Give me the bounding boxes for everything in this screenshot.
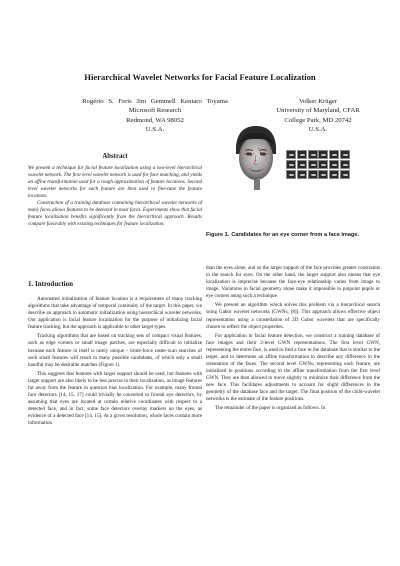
figure-caption-text: Candidates for an eye corner from a face image.: [231, 232, 360, 238]
candidate-patch: [318, 160, 328, 169]
candidate-patch: [329, 150, 339, 159]
author-address: Redmond, WA 98052: [126, 116, 184, 124]
author-address: College Park, MD 20742: [284, 116, 352, 124]
body-paragraph: than the eyes alone, and so the larger support of the face provides greater constraints in the search for eyes. On the other hand, the larger support also means that eye localization is imprecise because the face-eye relationship varies from image to image. Variations in facial geometry alone make it impossible to pinpoint pupils or eye corners using such a technique.: [206, 265, 380, 300]
author-country: U.S.A.: [145, 126, 165, 134]
body-paragraph: This suggests that features with larger support should be used, but features with larger support are also likely to be less precise in their localization, as image features far away from the feature in question bias localization. For example, many frontal face detectors [14, 15, 17] could trivially be converted to frontal eye detectors, by assuming that eyes are located at certain relative coordinates with respect to a detected face, and in fact, some face detectors overlay markers on the eyes, as evidence of a detected face [14, 15]. At a given resolution, whole faces contain more information: [28, 370, 202, 427]
body-paragraph: The remainder of the paper is organized as follows. In: [215, 405, 326, 412]
candidate-patches-grid: [286, 150, 350, 180]
author-country: U.S.A.: [308, 126, 328, 134]
face-photo-icon: [230, 124, 282, 190]
candidate-patch: [340, 170, 350, 179]
figure-label: Figure 1.: [206, 232, 230, 238]
candidate-patch: [286, 170, 296, 179]
paper-title: Hierarchical Wavelet Networks for Facial Feature Localization: [84, 72, 316, 82]
candidate-patch: [286, 150, 296, 159]
figure-caption: [206, 232, 380, 239]
right-column-body: [206, 265, 380, 415]
body-paragraph: We present an algorithm which solves this problem via a hierarchical search using Gabor wavelet networks (GWNs, [8]). This approach allows effective object representation using a constellation of 2D Gabor wavelets that are specifically chosen to reflect the object properties.: [206, 302, 380, 330]
candidate-patch: [318, 150, 328, 159]
candidate-patch: [286, 160, 296, 169]
author-name: Volker Krüger: [298, 98, 338, 105]
body-paragraph: For application to facial feature detection, we construct a training database of face images and their 2-level GWN representations. The first level GWN, representing the entire face, is used to find a face in the database that is similar to the target, and to determine an affine transformation to describe any difference in the orientation of the faces. The second level GWNs, representing each feature, are initialized in positions according to the affine transformation from the first level GWN. They are then allowed to move slightly to minimize their difference from the new face. This facilitates adjustments to account for slight differences in the geometry of the database face and the target. The final position of the child-wavelet networks is the estimate of the feature positions.: [206, 332, 380, 403]
author-names: Rogério S. Feris Jim Gemmell Kentaro Toyama: [82, 98, 228, 105]
candidate-patch: [329, 160, 339, 169]
candidate-patch: [297, 160, 307, 169]
abstract-paragraph: Construction of a training database containing hierarchical wavelet networks of many faces allows features to be detected in most faces. Experiments show that facial feature localization benefits significantly from the hierarchical approach. Results compare favorably with existing techniques for feature localization.: [28, 200, 202, 228]
candidate-patch: [308, 160, 318, 169]
candidate-patch: [340, 160, 350, 169]
candidate-patch: [308, 170, 318, 179]
candidate-patch: [297, 150, 307, 159]
section-heading-introduction: 1. Introduction: [28, 280, 73, 288]
abstract-paragraph: We present a technique for facial feature localization using a two-level hierarchical wavelet network. The first level wavelet network is used for face matching, and yields an affine transformation used for a rough approximation of feature locations. Second level wavelet networks for each feature are then used to fine-tune the feature locations.: [28, 165, 202, 200]
face-image: [230, 124, 282, 190]
abstract-body: [28, 165, 202, 228]
candidate-patch: [297, 170, 307, 179]
body-paragraph: Tracking algorithms that are based on tracking sets of compact visual features, such as edge corners or small image patches, are especially difficult to initialize because each feature in itself is rarely unique – brute-force raster-scan searches of such small features will result in many possible candidates, of which only a small handful may be desirable matches (Figure 1).: [28, 333, 202, 368]
candidate-patch: [318, 170, 328, 179]
figure-1: [206, 122, 380, 220]
candidate-patch: [308, 150, 318, 159]
author-affiliation: Microsoft Research: [128, 107, 182, 115]
author-affiliation: University of Maryland, CFAR: [276, 107, 360, 115]
candidate-patch: [329, 170, 339, 179]
candidate-patch: [340, 150, 350, 159]
left-column-body: [28, 296, 202, 429]
abstract-heading: Abstract: [102, 153, 128, 160]
body-paragraph: Automated initialization of feature location is a requirement of many tracking algorithms that take advantage of temporal continuity of the target. In this paper, we describe an approach to automatic initialization using hierarchical wavelet networks. Our application is facial feature localization for the purpose of initializing facial feature tracking, but the approach is applicable to other target types.: [28, 296, 202, 331]
